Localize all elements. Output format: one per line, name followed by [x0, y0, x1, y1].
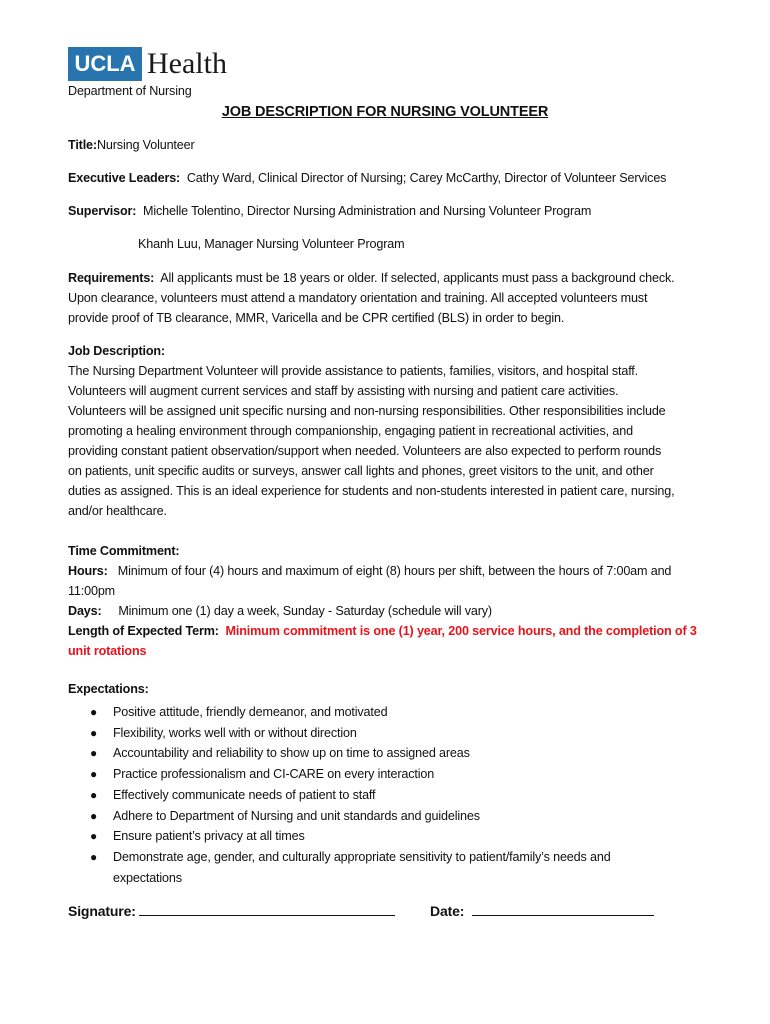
days-label: Days: [68, 604, 102, 618]
bullet-icon: ● [90, 808, 98, 823]
term-value-cont: unit rotations [68, 644, 147, 658]
list-item: ● Ensure patient’s privacy at all times [68, 826, 611, 847]
job-description-line: The Nursing Department Volunteer will provide assistance to patients, families, visitors, and hospital staff. [68, 364, 639, 378]
title-value: Nursing Volunteer [96, 138, 195, 152]
supervisor-label: Supervisor: [68, 204, 137, 218]
bullet-icon: ● [90, 746, 98, 761]
job-description-section [68, 341, 718, 521]
time-commitment-section [68, 541, 718, 661]
bullet-icon: ● [90, 705, 98, 719]
hours-label: Hours: [68, 564, 108, 578]
job-description-label: Job Description: [68, 344, 165, 358]
expectations-label: Expectations: [68, 682, 149, 696]
health-wordmark: Health [147, 47, 227, 80]
title-row [68, 138, 195, 152]
term-value: Minimum commitment is one (1) year, 200 service hours, and the completion of 3 [225, 624, 697, 638]
bullet-icon: ● [90, 787, 98, 802]
signature-field[interactable] [68, 903, 395, 919]
executive-value: Cathy Ward, Clinical Director of Nursing; Carey McCarthy, Director of Volunteer Services [186, 171, 667, 185]
job-description-line: providing constant patient observation/support when needed. Volunteers are also expected to perform rounds [68, 444, 662, 458]
requirements-line: Upon clearance, volunteers must attend a mandatory orientation and training. All accepted volunteers must [68, 291, 648, 305]
job-description-line: and/or healthcare. [68, 504, 167, 518]
requirements-section [68, 268, 718, 328]
document-title: JOB DESCRIPTION FOR NURSING VOLUNTEER [221, 104, 549, 120]
days-value: Minimum one (1) day a week, Sunday - Saturday (schedule will vary) [118, 604, 492, 618]
ucla-health-logo [68, 46, 227, 82]
term-label: Length of Expected Term: [68, 624, 219, 638]
hours-value: Minimum of four (4) hours and maximum of eight (8) hours per shift, between the hours of 7:00am and [117, 564, 672, 578]
supervisor-value: Michelle Tolentino, Director Nursing Administration and Nursing Volunteer Program [143, 204, 592, 218]
list-item: ● Accountability and reliability to show up on time to assigned areas [68, 743, 611, 764]
title-label: Title: [68, 138, 97, 152]
expectations-heading [68, 682, 149, 696]
requirements-line: provide proof of TB clearance, MMR, Varicella and be CPR certified (BLS) in order to begin. [68, 311, 565, 325]
bullet-icon: ● [90, 829, 98, 844]
date-field[interactable] [430, 903, 654, 919]
date-label: Date: [430, 903, 465, 919]
signature-label: Signature: [68, 903, 136, 919]
list-item: ● Practice professionalism and CI-CARE on every interaction [68, 764, 611, 785]
hours-value-cont: 11:00pm [68, 584, 116, 598]
bullet-icon: ● [90, 725, 98, 740]
requirements-line: All applicants must be 18 years or older. If selected, applicants must pass a background check. [160, 271, 675, 285]
list-item: ● Demonstrate age, gender, and culturally appropriate sensitivity to patient/family’s needs and [68, 847, 611, 868]
job-description-line: promoting a healing environment through companionship, engaging patient in recreational activities, and [68, 424, 633, 438]
time-commitment-label: Time Commitment: [68, 544, 180, 558]
list-item-continuation: expectations [113, 870, 182, 885]
date-line[interactable] [472, 903, 654, 916]
supervisor-row-2: Khanh Luu, Manager Nursing Volunteer Program [138, 237, 405, 251]
expectations-list [68, 702, 611, 888]
bullet-icon: ● [90, 849, 98, 864]
executive-row [68, 171, 666, 185]
job-description-line: Volunteers will be assigned unit specific nursing and non-nursing responsibilities. Other responsibilities include [68, 404, 666, 418]
supervisor-row [68, 204, 591, 218]
job-description-line: duties as assigned. This is an ideal experience for students and non-students interested in patient care, nursing, [68, 484, 675, 498]
department-name: Department of Nursing [68, 84, 192, 98]
signature-line[interactable] [139, 903, 395, 916]
list-item: ● Positive attitude, friendly demeanor, and motivated [68, 702, 611, 723]
list-item: ● Effectively communicate needs of patient to staff [68, 785, 611, 806]
requirements-label: Requirements: [68, 271, 155, 285]
ucla-logo-mark: UCLA [68, 47, 142, 81]
bullet-icon: ● [90, 767, 98, 782]
list-item: ● Flexibility, works well with or without direction [68, 723, 611, 744]
list-item: ● Adhere to Department of Nursing and unit standards and guidelines [68, 806, 611, 827]
job-description-line: on patients, unit specific audits or surveys, answer call lights and phones, greet visitors to the unit, and other [68, 464, 654, 478]
job-description-line: Volunteers will augment current services and staff by assisting with nursing and patient care activities. [68, 384, 619, 398]
executive-label: Executive Leaders: [68, 171, 181, 185]
